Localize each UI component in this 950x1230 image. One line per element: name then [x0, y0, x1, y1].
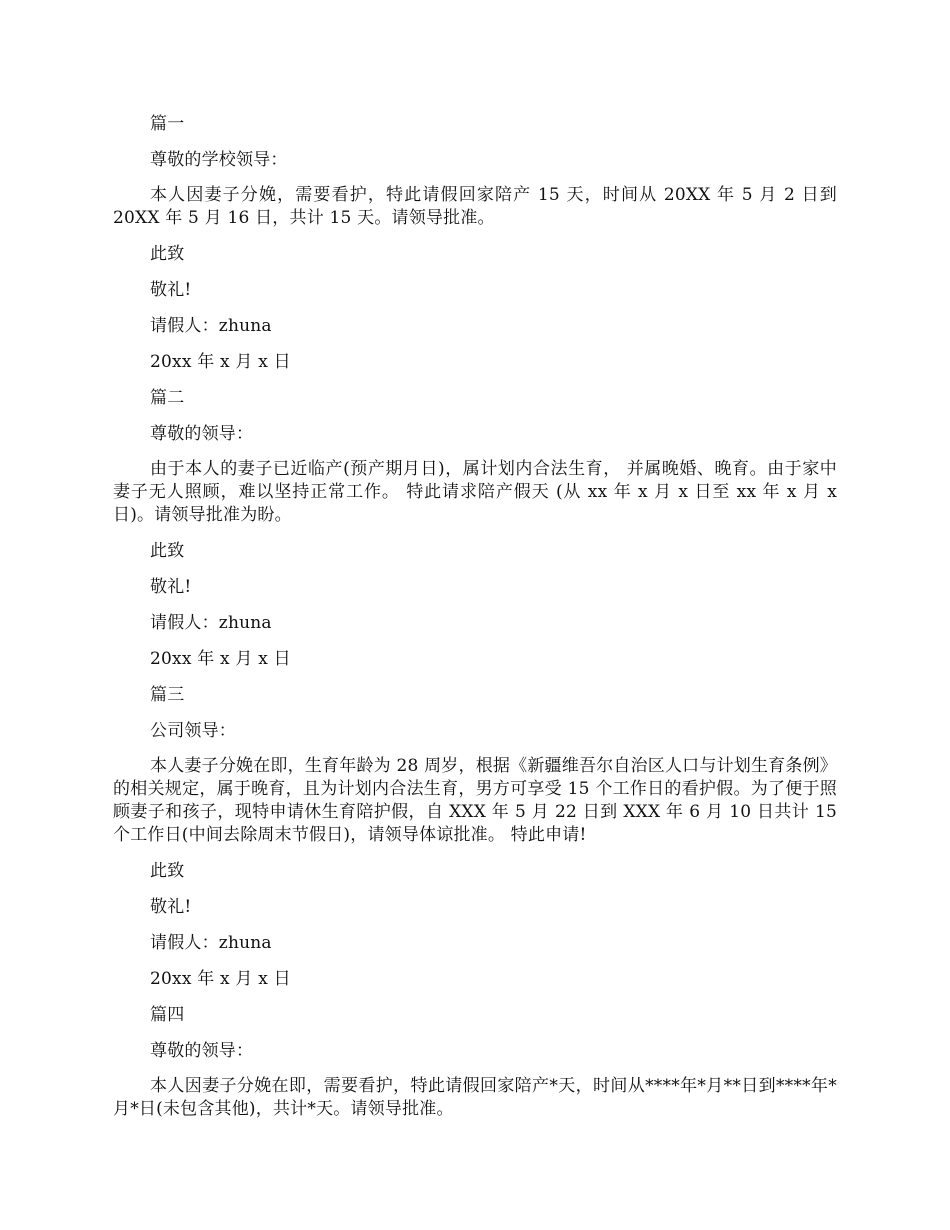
closing-line: 此致 [150, 244, 185, 264]
body-paragraph: 由于本人的妻子已近临产(预产期月日)，属计划内合法生育， 并属晚婚、晚育。由于家中妻子无人照顾，难以坚持正常工作。 特此请求陪产假天 (从 xx 年 x 月 x 日至 xx 年 x 月 x 日)。请领导批准为盼。 [113, 459, 837, 525]
closing-salute: 敬礼! [150, 897, 192, 917]
date-line: 20xx 年 x 月 x 日 [150, 969, 291, 989]
section-2 [113, 386, 837, 671]
salutation: 尊敬的领导： [150, 424, 254, 444]
salutation: 尊敬的领导： [150, 1041, 254, 1061]
closing-salute: 敬礼! [150, 280, 192, 300]
body-paragraph: 本人因妻子分娩，需要看护，特此请假回家陪产 15 天，时间从 20XX 年 5 月 2 日到 20XX 年 5 月 16 日，共计 15 天。请领导批准。 [113, 185, 837, 228]
section-1 [113, 112, 837, 374]
signer: 请假人：zhuna [150, 316, 272, 336]
closing-line: 此致 [150, 541, 185, 561]
section-heading: 篇三 [150, 685, 185, 705]
salutation: 公司领导： [150, 721, 236, 741]
body-paragraph: 本人因妻子分娩在即，需要看护，特此请假回家陪产*天，时间从****年*月**日到****年*月*日(未包含其他)，共计*天。请领导批准。 [113, 1076, 837, 1119]
signer: 请假人：zhuna [150, 933, 272, 953]
document-content [113, 112, 837, 1133]
signer: 请假人：zhuna [150, 613, 272, 633]
section-heading: 篇一 [150, 114, 185, 134]
salutation: 尊敬的学校领导： [150, 150, 288, 170]
section-3 [113, 683, 837, 991]
closing-line: 此致 [150, 861, 185, 881]
date-line: 20xx 年 x 月 x 日 [150, 649, 291, 669]
section-heading: 篇二 [150, 388, 185, 408]
closing-salute: 敬礼! [150, 577, 192, 597]
section-4 [113, 1003, 837, 1121]
section-heading: 篇四 [150, 1005, 185, 1025]
date-line: 20xx 年 x 月 x 日 [150, 352, 291, 372]
body-paragraph: 本人妻子分娩在即，生育年龄为 28 周岁，根据《新疆维吾尔自治区人口与计划生育条例》的相关规定，属于晚育，且为计划内合法生育，男方可享受 15 个工作日的看护假。为了便于照顾妻子和孩子，现特申请休生育陪护假，自 XXX 年 5 月 22 日到 XXX 年 6 月 10 日共计 15 个工作日(中间去除周末节假日)，请领导体谅批准。 特此申请! [113, 756, 837, 845]
